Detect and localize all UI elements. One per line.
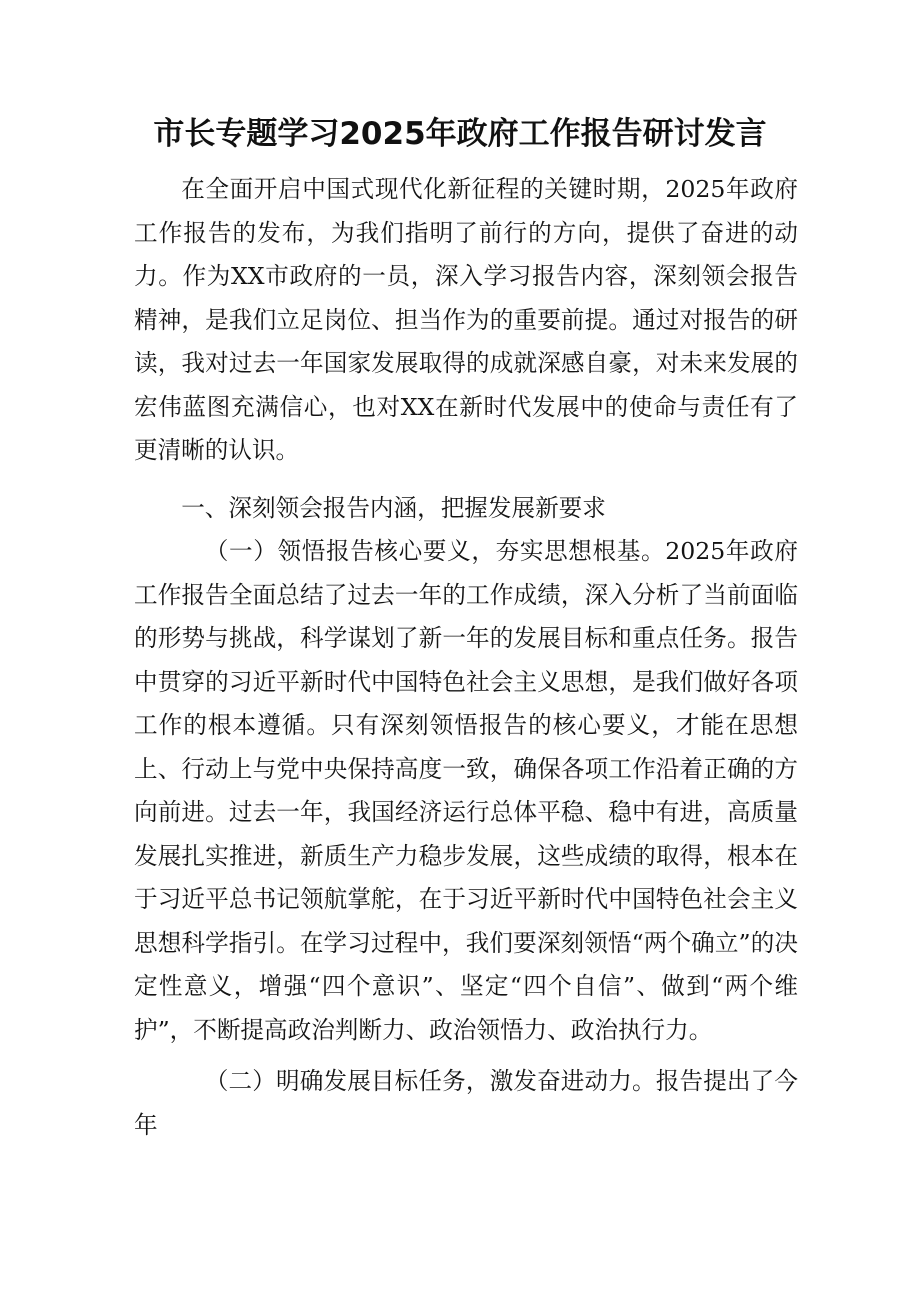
document-title: 市长专题学习2025年政府工作报告研讨发言 [153,116,767,152]
section-heading-1: 一、深刻领会报告内涵，把握发展新要求 [181,493,606,522]
subsection-1-paragraph: （一）领悟报告核心要义，夯实思想根基。2025年政府工作报告全面总结了过去一年的工作成绩，深入分析了当前面临的形势与挑战，科学谋划了新一年的发展目标和重点任务。报告中贯穿的习近平新时代中国特色社会主义思想，是我们做好各项工作的根本遵循。只有深刻领悟报告的核心要义，才能在思想上、行动上与党中央保持高度一致，确保各项工作沿着正确的方向前进。过去一年，我国经济运行总体平稳、稳中有进，高质量发展扎实推进，新质生产力稳步发展，这些成绩的取得，根本在于习近平总书记领航掌舵，在于习近平新时代中国特色社会主义思想科学指引。在学习过程中，我们要深刻领悟“两个确立”的决定性意义，增强“四个意识”、坚定“四个自信”、做到“两个维护”，不断提高政治判断力、政治领悟力、政治执行力。 [134,537,798,1044]
subsection-2-paragraph: （二）明确发展目标任务，激发奋进动力。报告提出了今年 [134,1067,798,1139]
intro-paragraph: 在全面开启中国式现代化新征程的关键时期，2025年政府工作报告的发布，为我们指明了前行的方向，提供了奋进的动力。作为XX市政府的一员，深入学习报告内容，深刻领会报告精神，是我们立足岗位、担当作为的重要前提。通过对报告的研读，我对过去一年国家发展取得的成就深感自豪，对未来发展的宏伟蓝图充满信心，也对XX在新时代发展中的使命与责任有了更清晰的认识。 [134,175,798,464]
document-body [134,168,798,1147]
